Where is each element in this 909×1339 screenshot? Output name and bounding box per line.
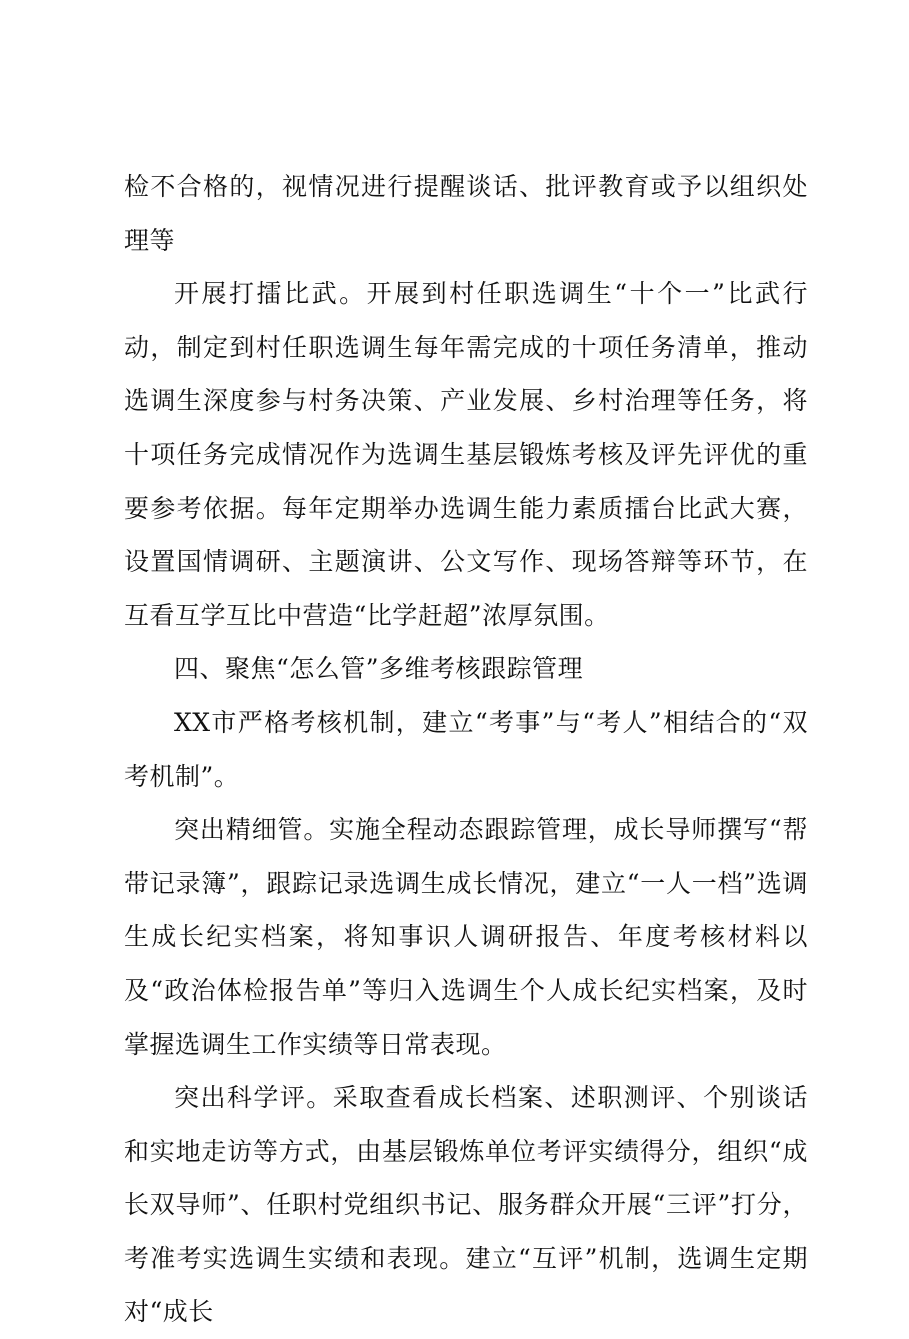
paragraph-fine-management: 突出精细管。实施全程动态跟踪管理，成长导师撰写“帮带记录簿”，跟踪记录选调生成长情况，建立“一人一档”选调生成长纪实档案，将知事识人调研报告、年度考核材料以及“政治体检报告单”等归入选调生个人成长纪实档案，及时掌握选调生工作实绩等日常表现。 (124, 815, 808, 1059)
section-heading: 四、聚焦“怎么管”多维考核跟踪管理 (174, 654, 584, 684)
paragraph-assessment-mechanism: XX市严格考核机制，建立“考事”与“考人”相结合的“双考机制”。 (124, 707, 808, 791)
paragraph-competition: 开展打擂比武。开展到村任职选调生“十个一”比武行动，制定到村任职选调生每年需完成的十项任务清单，推动选调生深度参与村务决策、产业发展、乡村治理等任务，将十项任务完成情况作为选调生基层锻炼考核及评先评优的重要参考依据。每年定期举办选调生能力素质擂台比武大赛，设置国情调研、主题演讲、公文写作、现场答辩等环节，在互看互学互比中营造“比学赶超”浓厚氛围。 (124, 279, 808, 630)
document-body (124, 160, 808, 1339)
paragraph-continuation: 检不合格的，视情况进行提醒谈话、批评教育或予以组织处理等 (124, 172, 808, 255)
paragraph-scientific-evaluation: 突出科学评。采取查看成长档案、述职测评、个别谈话和实地走访等方式，由基层锻炼单位考评实绩得分，组织“成长双导师”、任职村党组织书记、服务群众开展“三评”打分，考准考实选调生实绩和表现。建立“互评”机制，选调生定期对“成长 (124, 1083, 808, 1327)
